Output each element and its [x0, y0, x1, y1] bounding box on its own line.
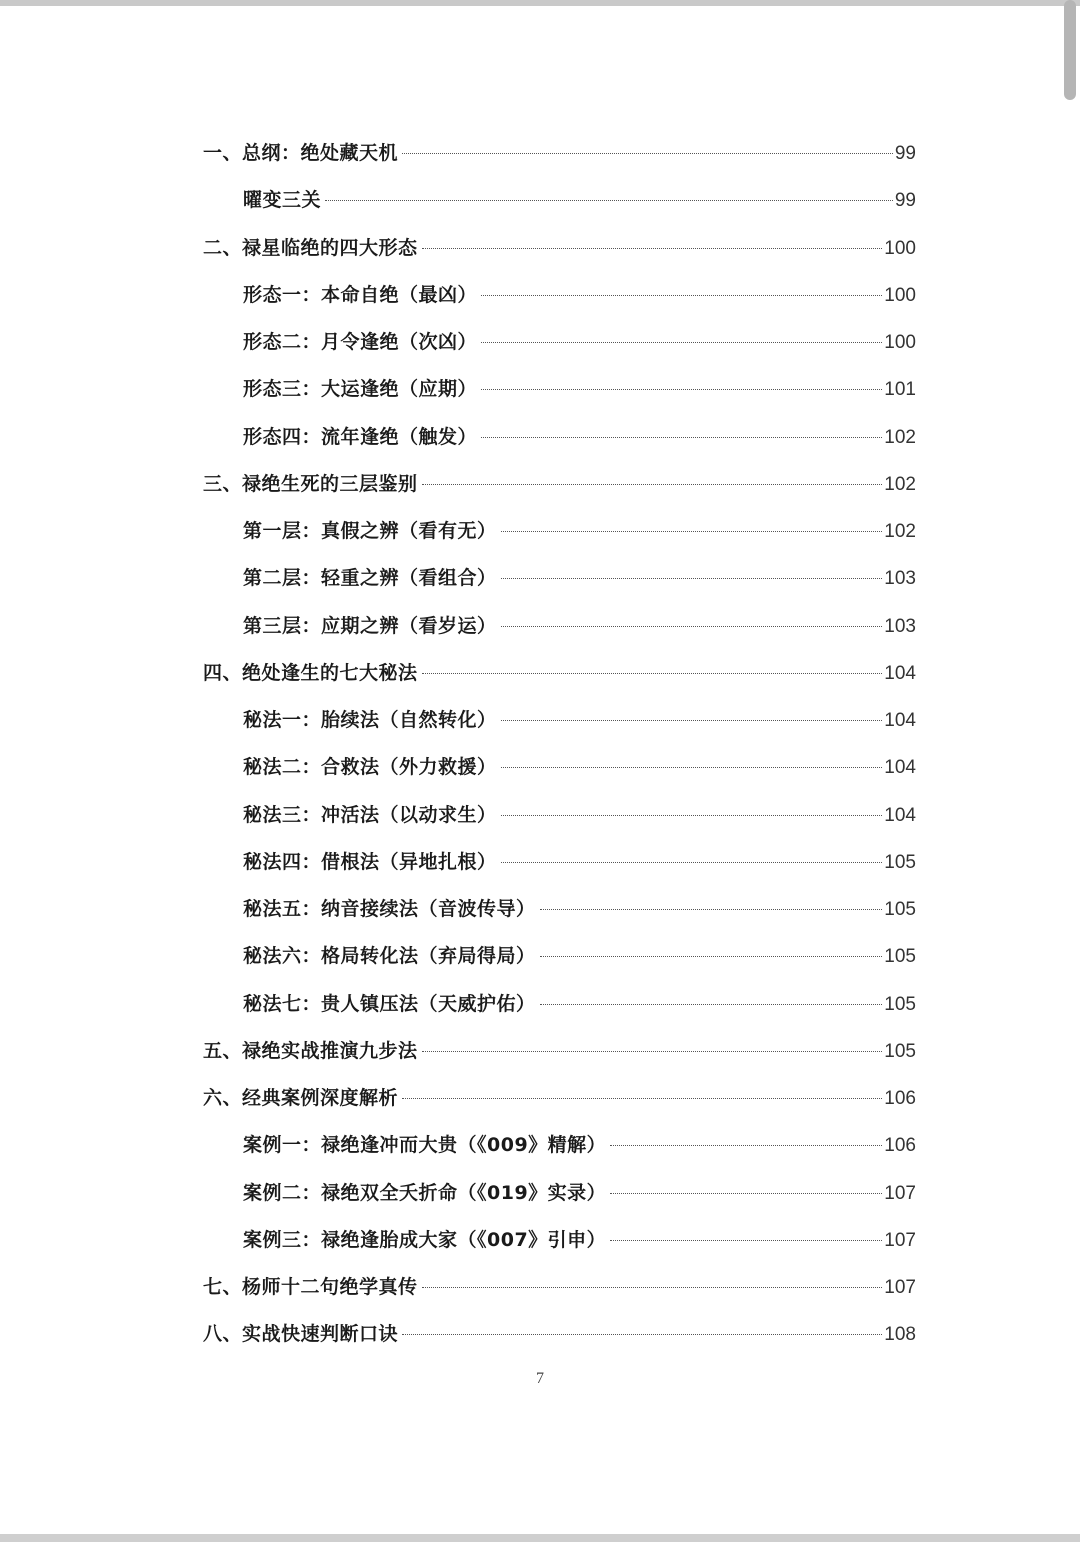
toc-entry-page: 100 — [884, 237, 916, 259]
toc-entry-title: 一、总纲：绝处藏天机 — [203, 142, 399, 164]
toc-section-row[interactable] — [203, 1217, 916, 1264]
toc-chapter-row[interactable] — [203, 130, 916, 177]
toc-entry-page: 105 — [884, 1040, 916, 1062]
toc-entry-title: 第一层：真假之辨（看有无） — [243, 520, 497, 542]
toc-entry-title: 七、杨师十二句绝学真传 — [203, 1276, 418, 1298]
toc-entry-page: 105 — [884, 946, 916, 968]
toc-entry-title: 秘法六：格局转化法（弃局得局） — [243, 945, 536, 968]
toc-section-row[interactable] — [203, 1170, 916, 1217]
toc-section-row[interactable] — [203, 886, 916, 933]
toc-entry-page: 104 — [884, 662, 916, 684]
toc-entry-title: 秘法二：合救法（外力救援） — [243, 756, 497, 779]
toc-entry-title: 曜变三关 — [243, 189, 322, 212]
toc-entry-title: 形态四：流年逢绝（触发） — [243, 425, 478, 448]
table-of-contents — [203, 130, 916, 1359]
toc-entry-title: 八、实战快速判断口诀 — [203, 1323, 399, 1346]
toc-section-row[interactable] — [203, 555, 916, 602]
toc-entry-page: 99 — [894, 190, 916, 212]
toc-entry-page: 105 — [884, 993, 916, 1015]
dot-leader — [540, 956, 883, 957]
toc-entry-page: 105 — [884, 899, 916, 920]
toc-section-row[interactable] — [203, 792, 916, 839]
toc-section-row[interactable] — [203, 603, 916, 650]
dot-leader — [481, 342, 882, 343]
toc-section-row[interactable] — [203, 366, 916, 413]
dot-leader — [501, 767, 883, 768]
dot-leader — [501, 862, 883, 863]
toc-entry-title: 秘法四：借根法（异地扎根） — [243, 850, 497, 873]
toc-section-row[interactable] — [203, 414, 916, 461]
toc-entry-title: 形态一：本命自绝（最凶） — [243, 283, 478, 306]
toc-chapter-row[interactable] — [203, 1075, 916, 1122]
dot-leader — [422, 1287, 883, 1288]
toc-entry-title: 四、绝处逢生的七大秘法 — [203, 661, 418, 684]
toc-entry-page: 107 — [884, 1277, 916, 1298]
toc-section-row[interactable] — [203, 744, 916, 791]
toc-entry-title: 形态三：大运逢绝（应期） — [243, 378, 478, 401]
dot-leader — [402, 1334, 882, 1335]
toc-chapter-row[interactable] — [203, 1264, 916, 1311]
toc-entry-title: 秘法五：纳音接续法（音波传导） — [243, 898, 536, 920]
dot-leader — [501, 626, 883, 627]
toc-entry-page: 99 — [894, 143, 916, 164]
toc-entry-title: 第二层：轻重之辨（看组合） — [243, 567, 497, 590]
toc-section-row[interactable] — [203, 319, 916, 366]
toc-entry-title: 第三层：应期之辨（看岁运） — [243, 614, 497, 637]
dot-leader — [422, 1051, 883, 1052]
toc-entry-title: 秘法三：冲活法（以动求生） — [243, 803, 497, 826]
dot-leader — [402, 1098, 882, 1099]
toc-entry-page: 108 — [884, 1324, 916, 1346]
toc-chapter-row[interactable] — [203, 650, 916, 697]
toc-entry-page: 100 — [884, 332, 916, 353]
toc-entry-page: 100 — [884, 284, 916, 306]
dot-leader — [501, 815, 883, 816]
dot-leader — [610, 1193, 882, 1194]
toc-entry-page: 104 — [884, 757, 916, 779]
dot-leader — [422, 484, 883, 485]
dot-leader — [501, 720, 883, 721]
page-number: 7 — [536, 1370, 544, 1387]
bottom-border — [0, 1534, 1080, 1542]
toc-entry-title: 三、禄绝生死的三层鉴别 — [203, 472, 418, 495]
toc-entry-page: 102 — [884, 521, 916, 542]
dot-leader — [610, 1145, 882, 1146]
toc-entry-page: 107 — [884, 1229, 916, 1251]
toc-chapter-row[interactable] — [203, 461, 916, 508]
toc-entry-title: 案例一：禄绝逢冲而大贵（《009》精解） — [243, 1134, 607, 1157]
toc-section-row[interactable] — [203, 177, 916, 224]
toc-section-row[interactable] — [203, 697, 916, 744]
toc-entry-title: 五、禄绝实战推演九步法 — [203, 1039, 418, 1062]
toc-entry-title: 案例二：禄绝双全夭折命（《019》实录） — [243, 1181, 607, 1204]
toc-section-row[interactable] — [203, 981, 916, 1028]
toc-entry-page: 106 — [884, 1135, 916, 1157]
dot-leader — [540, 909, 883, 910]
toc-entry-page: 101 — [884, 379, 916, 401]
toc-chapter-row[interactable] — [203, 1311, 916, 1358]
toc-entry-title: 案例三：禄绝逢胎成大家（《007》引申） — [243, 1228, 607, 1251]
dot-leader — [501, 578, 883, 579]
toc-section-row[interactable] — [203, 839, 916, 886]
toc-entry-page: 102 — [884, 473, 916, 495]
toc-entry-page: 107 — [884, 1182, 916, 1204]
dot-leader — [325, 200, 893, 201]
toc-entry-title: 秘法一：胎续法（自然转化） — [243, 709, 497, 731]
top-border — [0, 0, 1080, 6]
dot-leader — [481, 389, 882, 390]
toc-section-row[interactable] — [203, 933, 916, 980]
toc-entry-page: 104 — [884, 710, 916, 731]
dot-leader — [610, 1240, 882, 1241]
toc-entry-title: 形态二：月令逢绝（次凶） — [243, 331, 478, 353]
dot-leader — [540, 1004, 883, 1005]
toc-section-row[interactable] — [203, 508, 916, 555]
dot-leader — [422, 673, 883, 674]
scrollbar-thumb[interactable] — [1064, 0, 1076, 100]
toc-chapter-row[interactable] — [203, 225, 916, 272]
dot-leader — [501, 531, 883, 532]
toc-entry-page: 102 — [884, 426, 916, 448]
toc-entry-title: 六、经典案例深度解析 — [203, 1087, 399, 1109]
dot-leader — [481, 295, 882, 296]
toc-entry-page: 104 — [884, 804, 916, 826]
toc-section-row[interactable] — [203, 1122, 916, 1169]
toc-entry-page: 106 — [884, 1088, 916, 1109]
toc-entry-page: 105 — [884, 851, 916, 873]
toc-entry-page: 103 — [884, 568, 916, 590]
scrollbar[interactable] — [1058, 0, 1080, 1534]
dot-leader — [402, 153, 893, 154]
toc-chapter-row[interactable] — [203, 1028, 916, 1075]
toc-entry-title: 秘法七：贵人镇压法（天威护佑） — [243, 992, 536, 1015]
toc-entry-title: 二、禄星临绝的四大形态 — [203, 236, 418, 259]
dot-leader — [422, 248, 883, 249]
toc-section-row[interactable] — [203, 272, 916, 319]
dot-leader — [481, 437, 882, 438]
toc-entry-page: 103 — [884, 615, 916, 637]
